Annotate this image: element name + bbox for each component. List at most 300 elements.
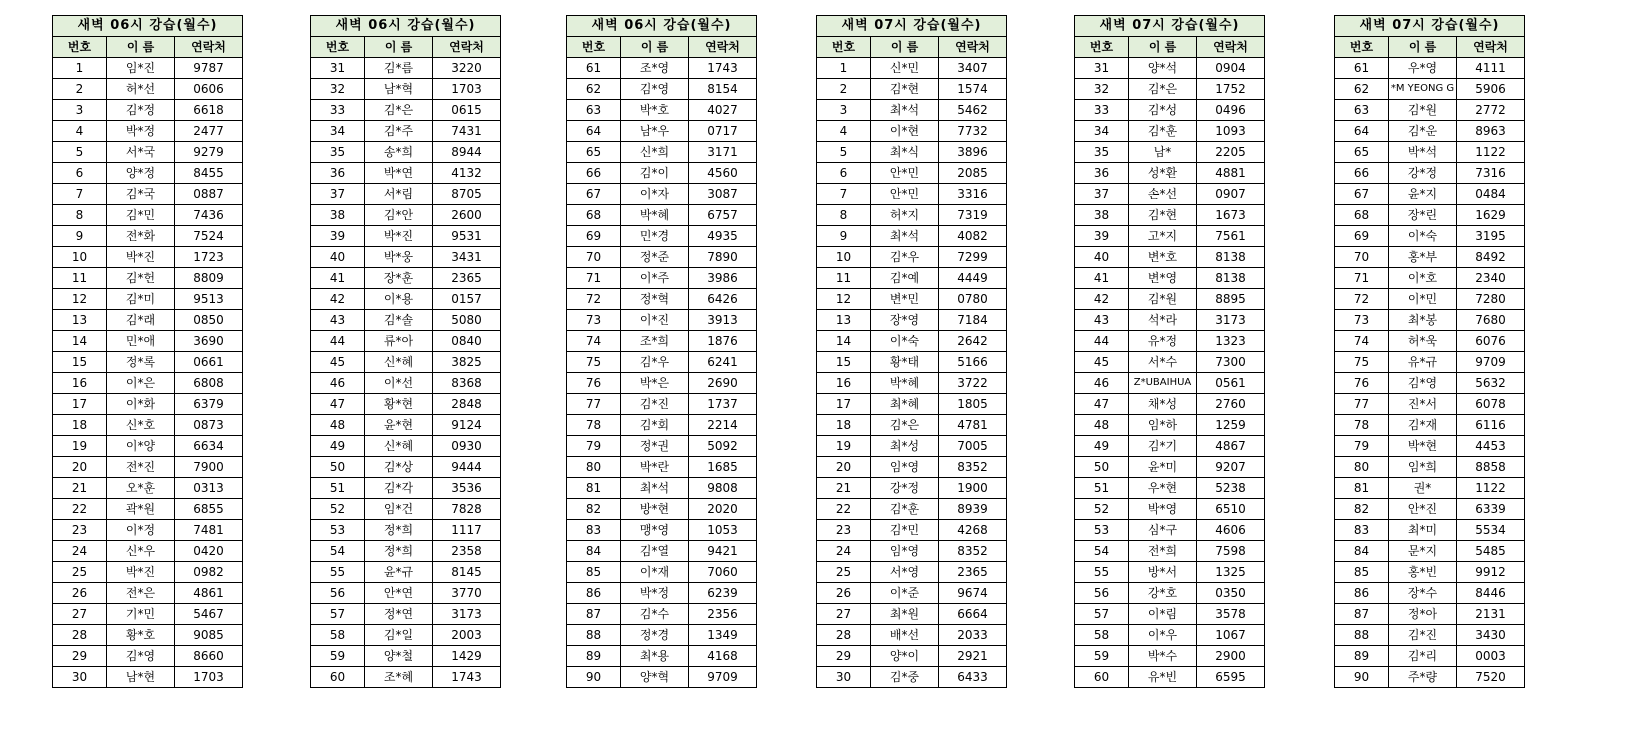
table-row xyxy=(311,310,501,331)
table-row xyxy=(817,331,1007,352)
table-row xyxy=(1075,667,1265,688)
table-row xyxy=(1335,457,1525,478)
contact-digits: 8705 xyxy=(433,184,501,205)
contact-digits: 9444 xyxy=(433,457,501,478)
row-number: 42 xyxy=(1075,289,1129,310)
contact-digits: 1900 xyxy=(939,478,1007,499)
row-number: 54 xyxy=(311,541,365,562)
table-row xyxy=(311,415,501,436)
table-row xyxy=(567,478,757,499)
member-name: 정*준 xyxy=(621,247,689,268)
table-row xyxy=(311,331,501,352)
table-row xyxy=(817,289,1007,310)
row-number: 5 xyxy=(53,142,107,163)
row-number: 77 xyxy=(1335,394,1389,415)
member-name: 서*국 xyxy=(107,142,175,163)
table-row xyxy=(311,79,501,100)
row-number: 45 xyxy=(1075,352,1129,373)
member-name: 박*호 xyxy=(621,100,689,121)
contact-digits: 3171 xyxy=(689,142,757,163)
row-number: 65 xyxy=(1335,142,1389,163)
member-name: 강*호 xyxy=(1129,583,1197,604)
table-row xyxy=(1075,331,1265,352)
column-header-contact: 연락처 xyxy=(939,37,1007,58)
table-row xyxy=(817,562,1007,583)
table-row xyxy=(311,142,501,163)
member-name: 신*혜 xyxy=(365,436,433,457)
row-number: 49 xyxy=(1075,436,1129,457)
table-row xyxy=(53,667,243,688)
row-number: 38 xyxy=(1075,205,1129,226)
row-number: 50 xyxy=(1075,457,1129,478)
member-name: 이*정 xyxy=(107,520,175,541)
table-row xyxy=(311,352,501,373)
table-row xyxy=(567,163,757,184)
row-number: 40 xyxy=(311,247,365,268)
row-number: 31 xyxy=(311,58,365,79)
contact-digits: 0484 xyxy=(1457,184,1525,205)
table-row xyxy=(53,121,243,142)
table-row xyxy=(1075,268,1265,289)
member-name: 임*하 xyxy=(1129,415,1197,436)
member-name: 최*석 xyxy=(871,226,939,247)
member-name: 양*이 xyxy=(871,646,939,667)
member-name: 양*석 xyxy=(1129,58,1197,79)
table-row xyxy=(1075,625,1265,646)
table-row xyxy=(1335,100,1525,121)
row-number: 59 xyxy=(311,646,365,667)
member-name: 최*식 xyxy=(871,142,939,163)
contact-digits: 0661 xyxy=(175,352,243,373)
row-number: 52 xyxy=(311,499,365,520)
member-name: 이*양 xyxy=(107,436,175,457)
contact-digits: 1752 xyxy=(1197,79,1265,100)
contact-digits: 3913 xyxy=(689,310,757,331)
row-number: 22 xyxy=(817,499,871,520)
contact-digits: 8492 xyxy=(1457,247,1525,268)
row-number: 65 xyxy=(567,142,621,163)
row-number: 26 xyxy=(817,583,871,604)
contact-digits: 2365 xyxy=(939,562,1007,583)
row-number: 25 xyxy=(53,562,107,583)
member-name: 김*예 xyxy=(871,268,939,289)
row-number: 54 xyxy=(1075,541,1129,562)
member-name: 김*은 xyxy=(365,100,433,121)
member-name: 김*성 xyxy=(1129,100,1197,121)
member-name: 박*영 xyxy=(1129,499,1197,520)
table-row xyxy=(567,121,757,142)
table-row xyxy=(1335,205,1525,226)
member-name: 김*우 xyxy=(871,247,939,268)
table-row xyxy=(567,352,757,373)
contact-digits: 6339 xyxy=(1457,499,1525,520)
contact-digits: 1429 xyxy=(433,646,501,667)
contact-digits: 1259 xyxy=(1197,415,1265,436)
column-header-name: 이 름 xyxy=(107,37,175,58)
contact-digits: 9787 xyxy=(175,58,243,79)
contact-digits: 7900 xyxy=(175,457,243,478)
member-name: 박*정 xyxy=(621,583,689,604)
member-name: 이*준 xyxy=(871,583,939,604)
member-name: 전*은 xyxy=(107,583,175,604)
member-name: 권* xyxy=(1389,478,1457,499)
table-row xyxy=(311,394,501,415)
row-number: 90 xyxy=(567,667,621,688)
table-row xyxy=(567,457,757,478)
contact-digits: 3220 xyxy=(433,58,501,79)
table-row xyxy=(817,394,1007,415)
table-row xyxy=(1075,646,1265,667)
row-number: 66 xyxy=(1335,163,1389,184)
contact-digits: 6379 xyxy=(175,394,243,415)
member-name: 황*태 xyxy=(871,352,939,373)
column-header-contact: 연락처 xyxy=(175,37,243,58)
member-name: 서*림 xyxy=(365,184,433,205)
contact-digits: 0887 xyxy=(175,184,243,205)
row-number: 33 xyxy=(311,100,365,121)
member-name: 박*진 xyxy=(107,247,175,268)
row-number: 63 xyxy=(567,100,621,121)
row-number: 53 xyxy=(1075,520,1129,541)
member-name: 송*희 xyxy=(365,142,433,163)
member-name: 김*영 xyxy=(107,646,175,667)
row-number: 61 xyxy=(567,58,621,79)
table-row xyxy=(311,583,501,604)
contact-digits: 7319 xyxy=(939,205,1007,226)
row-number: 61 xyxy=(1335,58,1389,79)
contact-digits: 9808 xyxy=(689,478,757,499)
member-name: 신*우 xyxy=(107,541,175,562)
row-number: 74 xyxy=(567,331,621,352)
table-row xyxy=(1335,58,1525,79)
row-number: 81 xyxy=(1335,478,1389,499)
row-number: 68 xyxy=(1335,205,1389,226)
row-number: 33 xyxy=(1075,100,1129,121)
table-row xyxy=(1335,331,1525,352)
member-name: 황*현 xyxy=(365,394,433,415)
row-number: 36 xyxy=(311,163,365,184)
member-name: 고*지 xyxy=(1129,226,1197,247)
row-number: 19 xyxy=(817,436,871,457)
row-number: 35 xyxy=(311,142,365,163)
contact-digits: 1349 xyxy=(689,625,757,646)
member-name: 남*우 xyxy=(621,121,689,142)
row-number: 80 xyxy=(1335,457,1389,478)
row-number: 3 xyxy=(53,100,107,121)
table-row xyxy=(53,478,243,499)
contact-digits: 6855 xyxy=(175,499,243,520)
contact-digits: 7561 xyxy=(1197,226,1265,247)
row-number: 1 xyxy=(817,58,871,79)
contact-digits: 0157 xyxy=(433,289,501,310)
contact-digits: 4606 xyxy=(1197,520,1265,541)
contact-digits: 5906 xyxy=(1457,79,1525,100)
contact-digits: 4453 xyxy=(1457,436,1525,457)
row-number: 38 xyxy=(311,205,365,226)
member-name: 김*민 xyxy=(871,520,939,541)
contact-digits: 8154 xyxy=(689,79,757,100)
member-name: 이*호 xyxy=(1389,268,1457,289)
table-row xyxy=(1335,268,1525,289)
contact-digits: 1093 xyxy=(1197,121,1265,142)
row-number: 71 xyxy=(567,268,621,289)
member-name: 정*희 xyxy=(365,541,433,562)
contact-digits: 1122 xyxy=(1457,142,1525,163)
contact-digits: 4560 xyxy=(689,163,757,184)
row-number: 36 xyxy=(1075,163,1129,184)
row-number: 12 xyxy=(53,289,107,310)
row-number: 42 xyxy=(311,289,365,310)
row-number: 14 xyxy=(817,331,871,352)
table-row xyxy=(53,247,243,268)
column-header-contact: 연락처 xyxy=(1457,37,1525,58)
table-row xyxy=(567,604,757,625)
table-row xyxy=(53,142,243,163)
row-number: 86 xyxy=(567,583,621,604)
member-name: 김*주 xyxy=(365,121,433,142)
contact-digits: 7481 xyxy=(175,520,243,541)
contact-digits: 7732 xyxy=(939,121,1007,142)
member-name: 박*현 xyxy=(1389,436,1457,457)
contact-digits: 6076 xyxy=(1457,331,1525,352)
member-name: 김*민 xyxy=(107,205,175,226)
table-row xyxy=(1075,100,1265,121)
member-name: 우*현 xyxy=(1129,478,1197,499)
table-row xyxy=(1075,58,1265,79)
row-number: 30 xyxy=(53,667,107,688)
member-name: 석*라 xyxy=(1129,310,1197,331)
member-name: 장*훈 xyxy=(365,268,433,289)
contact-digits: 2205 xyxy=(1197,142,1265,163)
contact-digits: 2772 xyxy=(1457,100,1525,121)
contact-digits: 7520 xyxy=(1457,667,1525,688)
table-row xyxy=(1075,373,1265,394)
row-number: 86 xyxy=(1335,583,1389,604)
contact-digits: 2600 xyxy=(433,205,501,226)
table-row xyxy=(53,625,243,646)
contact-digits: 0615 xyxy=(433,100,501,121)
member-name: 김*우 xyxy=(621,352,689,373)
contact-digits: 1723 xyxy=(175,247,243,268)
row-number: 34 xyxy=(311,121,365,142)
member-name: Z*UBAIHUA xyxy=(1129,373,1197,394)
row-number: 22 xyxy=(53,499,107,520)
contact-digits: 0420 xyxy=(175,541,243,562)
table-row xyxy=(1335,436,1525,457)
member-name: 안*연 xyxy=(365,583,433,604)
contact-digits: 1122 xyxy=(1457,478,1525,499)
member-name: 장*영 xyxy=(871,310,939,331)
table-row xyxy=(817,79,1007,100)
table-row xyxy=(311,373,501,394)
member-name: 임*영 xyxy=(871,541,939,562)
roster-table xyxy=(816,15,1007,688)
row-number: 9 xyxy=(817,226,871,247)
member-name: 유*정 xyxy=(1129,331,1197,352)
table-row xyxy=(53,520,243,541)
member-name: 김*각 xyxy=(365,478,433,499)
contact-digits: 2848 xyxy=(433,394,501,415)
table-title: 새벽 07시 강습(월수) xyxy=(1075,16,1265,37)
member-name: 임*진 xyxy=(107,58,175,79)
contact-digits: 7299 xyxy=(939,247,1007,268)
table-row xyxy=(311,541,501,562)
contact-digits: 5462 xyxy=(939,100,1007,121)
row-number: 87 xyxy=(1335,604,1389,625)
member-name: 김*름 xyxy=(365,58,433,79)
member-name: 오*훈 xyxy=(107,478,175,499)
member-name: 윤*현 xyxy=(365,415,433,436)
member-name: 이*숙 xyxy=(871,331,939,352)
member-name: 조*영 xyxy=(621,58,689,79)
member-name: 박*정 xyxy=(107,121,175,142)
row-number: 73 xyxy=(567,310,621,331)
table-row xyxy=(817,205,1007,226)
table-row xyxy=(1335,226,1525,247)
row-number: 47 xyxy=(311,394,365,415)
member-name: 김*은 xyxy=(871,415,939,436)
contact-digits: 5092 xyxy=(689,436,757,457)
member-name: 민*경 xyxy=(621,226,689,247)
contact-digits: 5485 xyxy=(1457,541,1525,562)
table-row xyxy=(817,268,1007,289)
row-number: 34 xyxy=(1075,121,1129,142)
contact-digits: 3722 xyxy=(939,373,1007,394)
member-name: 정*연 xyxy=(365,604,433,625)
contact-digits: 0930 xyxy=(433,436,501,457)
member-name: 박*란 xyxy=(621,457,689,478)
contact-digits: 2033 xyxy=(939,625,1007,646)
contact-digits: 9085 xyxy=(175,625,243,646)
contact-digits: 1805 xyxy=(939,394,1007,415)
contact-digits: 0717 xyxy=(689,121,757,142)
contact-digits: 8455 xyxy=(175,163,243,184)
contact-digits: 6116 xyxy=(1457,415,1525,436)
contact-digits: 6426 xyxy=(689,289,757,310)
member-name: 김*상 xyxy=(365,457,433,478)
table-row xyxy=(1335,352,1525,373)
table-row xyxy=(53,310,243,331)
row-number: 18 xyxy=(53,415,107,436)
contact-digits: 0606 xyxy=(175,79,243,100)
roster-table xyxy=(1334,15,1525,688)
table-row xyxy=(567,310,757,331)
member-name: 이*화 xyxy=(107,394,175,415)
table-row xyxy=(1335,646,1525,667)
table-title: 새벽 06시 강습(월수) xyxy=(567,16,757,37)
member-name: 채*성 xyxy=(1129,394,1197,415)
row-number: 60 xyxy=(311,667,365,688)
contact-digits: 9912 xyxy=(1457,562,1525,583)
table-row xyxy=(817,457,1007,478)
table-row xyxy=(817,667,1007,688)
member-name: 신*호 xyxy=(107,415,175,436)
row-number: 75 xyxy=(567,352,621,373)
row-number: 76 xyxy=(567,373,621,394)
contact-digits: 4168 xyxy=(689,646,757,667)
row-number: 46 xyxy=(311,373,365,394)
column-header-number: 번호 xyxy=(567,37,621,58)
contact-digits: 7524 xyxy=(175,226,243,247)
row-number: 67 xyxy=(567,184,621,205)
table-row xyxy=(817,226,1007,247)
table-row xyxy=(1075,184,1265,205)
table-row xyxy=(53,457,243,478)
table-row xyxy=(311,163,501,184)
member-name: 정*록 xyxy=(107,352,175,373)
member-name: 김*안 xyxy=(365,205,433,226)
contact-digits: 4861 xyxy=(175,583,243,604)
table-row xyxy=(1075,478,1265,499)
contact-digits: 5238 xyxy=(1197,478,1265,499)
table-row xyxy=(1075,121,1265,142)
table-row xyxy=(567,142,757,163)
contact-digits: 0350 xyxy=(1197,583,1265,604)
table-row xyxy=(817,499,1007,520)
contact-digits: 8895 xyxy=(1197,289,1265,310)
contact-digits: 2214 xyxy=(689,415,757,436)
member-name: 박*진 xyxy=(107,562,175,583)
table-row xyxy=(1075,310,1265,331)
table-row xyxy=(53,541,243,562)
row-number: 82 xyxy=(567,499,621,520)
row-number: 12 xyxy=(817,289,871,310)
contact-digits: 7436 xyxy=(175,205,243,226)
member-name: 김*국 xyxy=(107,184,175,205)
contact-digits: 2131 xyxy=(1457,604,1525,625)
member-name: 윤*규 xyxy=(365,562,433,583)
table-row xyxy=(311,247,501,268)
contact-digits: 1703 xyxy=(433,79,501,100)
member-name: 전*화 xyxy=(107,226,175,247)
row-number: 47 xyxy=(1075,394,1129,415)
member-name: 양*정 xyxy=(107,163,175,184)
contact-digits: 2358 xyxy=(433,541,501,562)
contact-digits: 8368 xyxy=(433,373,501,394)
table-row xyxy=(567,268,757,289)
member-name: 박*혜 xyxy=(871,373,939,394)
member-name: 김*원 xyxy=(1129,289,1197,310)
row-number: 55 xyxy=(1075,562,1129,583)
member-name: 우*영 xyxy=(1389,58,1457,79)
table-row xyxy=(53,562,243,583)
contact-digits: 0780 xyxy=(939,289,1007,310)
row-number: 51 xyxy=(311,478,365,499)
member-name: 김*현 xyxy=(871,79,939,100)
member-name: 김*회 xyxy=(621,415,689,436)
member-name: 김*훈 xyxy=(1129,121,1197,142)
contact-digits: 6757 xyxy=(689,205,757,226)
contact-digits: 9531 xyxy=(433,226,501,247)
table-title: 새벽 07시 강습(월수) xyxy=(1335,16,1525,37)
contact-digits: 3536 xyxy=(433,478,501,499)
table-row xyxy=(817,604,1007,625)
contact-digits: 0313 xyxy=(175,478,243,499)
member-name: 맹*영 xyxy=(621,520,689,541)
contact-digits: 1685 xyxy=(689,457,757,478)
table-row xyxy=(311,289,501,310)
table-title: 새벽 06시 강습(월수) xyxy=(53,16,243,37)
row-number: 8 xyxy=(53,205,107,226)
contact-digits: 2356 xyxy=(689,604,757,625)
table-row xyxy=(567,646,757,667)
contact-digits: 0873 xyxy=(175,415,243,436)
table-row xyxy=(1335,289,1525,310)
member-name: 이*은 xyxy=(107,373,175,394)
contact-digits: 8138 xyxy=(1197,268,1265,289)
row-number: 23 xyxy=(817,520,871,541)
member-name: 곽*원 xyxy=(107,499,175,520)
